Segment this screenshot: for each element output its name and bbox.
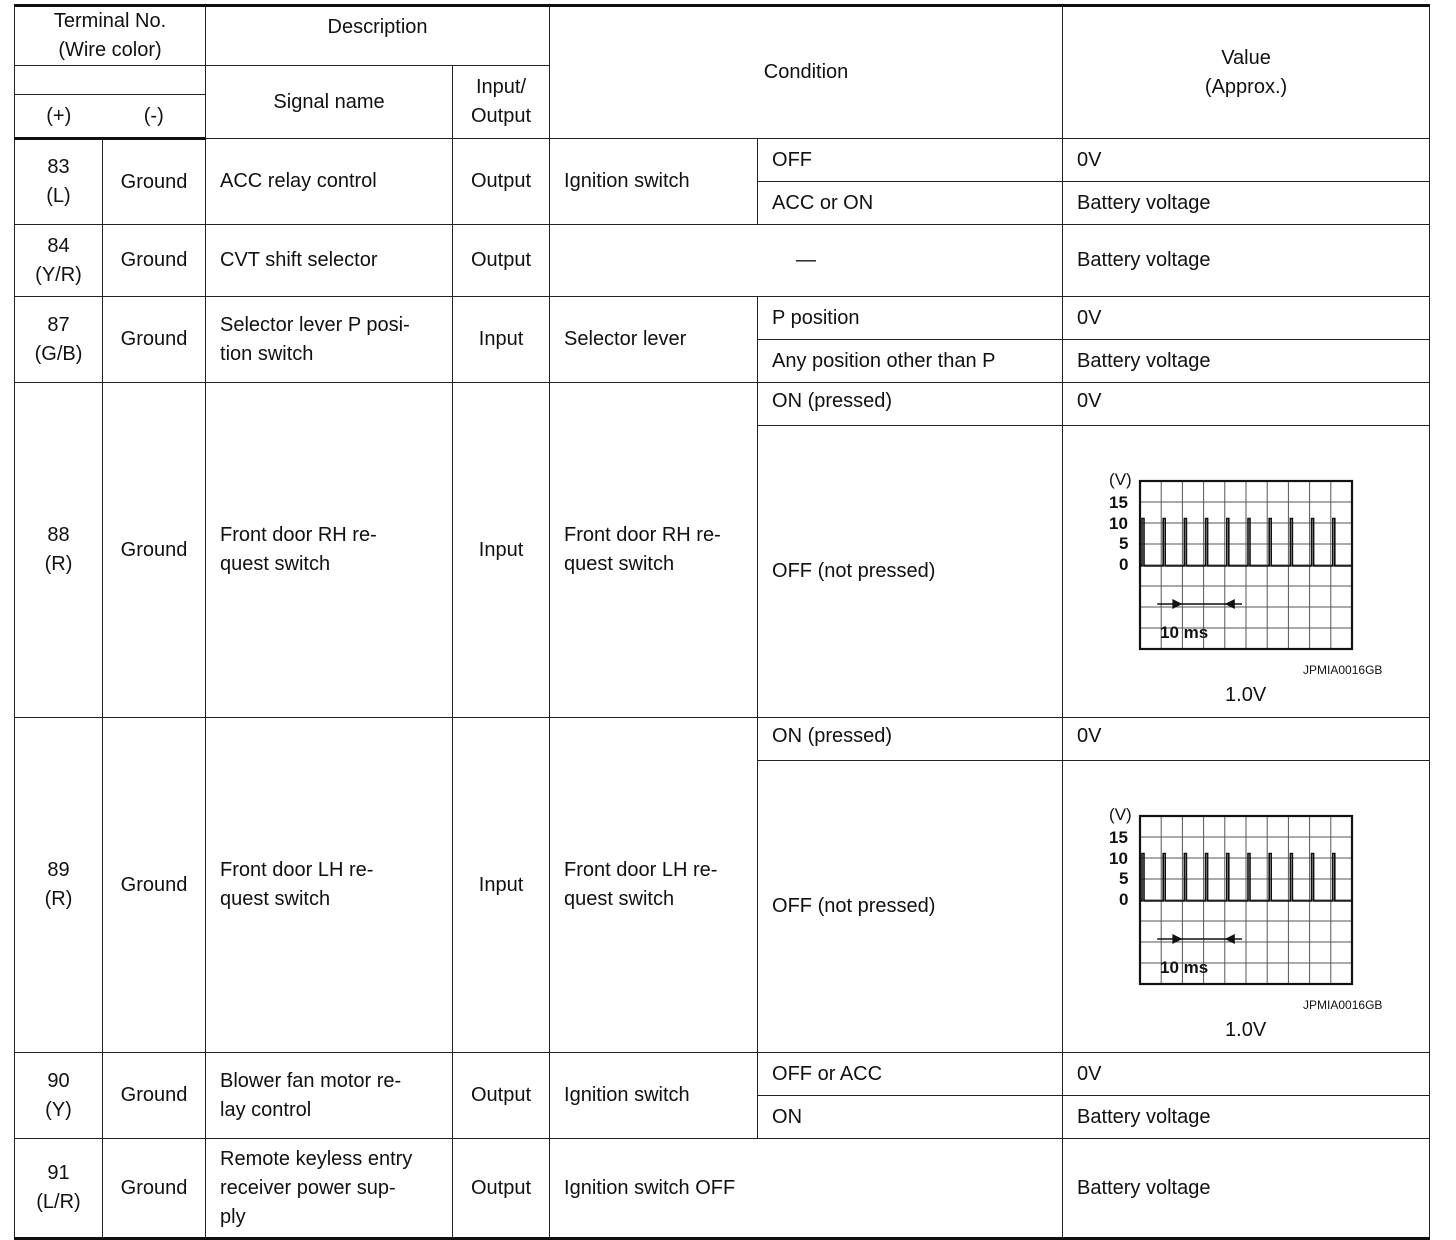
ground-cell: Ground bbox=[103, 718, 206, 1053]
terminal-cell bbox=[15, 297, 103, 383]
y-unit-label: (V) bbox=[1109, 469, 1132, 489]
io-cell: Output bbox=[453, 225, 550, 297]
value-cell: Battery voltage bbox=[1063, 340, 1430, 383]
condition-cell: Ignition switch bbox=[550, 1053, 758, 1139]
value-cell: Battery voltage bbox=[1063, 225, 1430, 297]
signal-name bbox=[206, 139, 453, 225]
io-cell: Output bbox=[453, 1139, 550, 1239]
time-scale-label: 10 ms bbox=[1160, 957, 1209, 977]
y-tick-label: 0 bbox=[1119, 889, 1129, 909]
terminal-cell bbox=[15, 225, 103, 297]
signal-line: Selector lever P posi- bbox=[220, 313, 410, 336]
sub-condition: ON bbox=[758, 1096, 1063, 1139]
wire-color: (R) bbox=[44, 888, 73, 910]
waveform-figure bbox=[1063, 427, 1427, 717]
condition-line: quest switch bbox=[564, 553, 675, 575]
signal-name bbox=[206, 1053, 453, 1139]
sub-condition: Any position other than P bbox=[758, 340, 1063, 383]
header-value bbox=[1063, 6, 1430, 139]
signal-name bbox=[206, 297, 453, 383]
header-terminal-label: Terminal No. bbox=[53, 10, 167, 32]
ground-cell: Ground bbox=[103, 383, 206, 718]
signal-line: Remote keyless entry bbox=[220, 1147, 413, 1170]
condition-cell bbox=[550, 718, 758, 1053]
signal-line: tion switch bbox=[220, 342, 314, 365]
value-cell: 0V bbox=[1063, 297, 1430, 340]
condition-line: Front door RH re- bbox=[564, 524, 721, 546]
header-terminal-no bbox=[15, 6, 206, 66]
signal-name bbox=[206, 225, 453, 297]
terminal-cell bbox=[15, 383, 103, 718]
ground-cell: Ground bbox=[103, 1053, 206, 1139]
signal-line: Front door LH re- bbox=[220, 859, 374, 881]
signal-name bbox=[206, 1139, 453, 1239]
signal-name bbox=[206, 383, 453, 718]
waveform-figure bbox=[1063, 762, 1427, 1052]
value-cell: 0V bbox=[1063, 718, 1430, 761]
signal-line: CVT shift selector bbox=[220, 249, 378, 271]
figure-code: JPMIA0016GB bbox=[1303, 997, 1383, 1012]
signal-name bbox=[206, 718, 453, 1053]
wire-color: (Y/R) bbox=[35, 263, 82, 286]
signal-line: ply bbox=[220, 1205, 246, 1228]
sub-condition: P position bbox=[758, 297, 1063, 340]
terminal-cell bbox=[15, 139, 103, 225]
y-tick-label: 15 bbox=[1109, 492, 1128, 512]
io-cell: Output bbox=[453, 139, 550, 225]
y-tick-label: 5 bbox=[1119, 868, 1129, 888]
y-unit-label: (V) bbox=[1109, 804, 1132, 824]
terminal-number: 90 bbox=[47, 1069, 70, 1092]
header-output-label: Output bbox=[471, 105, 532, 127]
condition-line: quest switch bbox=[564, 888, 675, 910]
value-text: 1.0V bbox=[1225, 1018, 1267, 1041]
value-text: 1.0V bbox=[1225, 683, 1267, 706]
signal-line: Front door RH re- bbox=[220, 524, 377, 546]
signal-line: quest switch bbox=[220, 888, 331, 910]
waveform-value-cell bbox=[1063, 426, 1430, 718]
sub-condition: ACC or ON bbox=[758, 182, 1063, 225]
terminal-number: 91 bbox=[47, 1162, 70, 1184]
condition-cell: — bbox=[550, 225, 1063, 297]
sub-condition: OFF (not pressed) bbox=[758, 761, 1063, 1053]
header-condition: Condition bbox=[550, 6, 1063, 139]
signal-line: lay control bbox=[220, 1098, 312, 1121]
header-input-output bbox=[453, 66, 550, 139]
condition-cell bbox=[550, 383, 758, 718]
condition-cell: Selector lever bbox=[550, 297, 758, 383]
value-cell: Battery voltage bbox=[1063, 1139, 1430, 1239]
terminal-number: 87 bbox=[47, 313, 70, 336]
signal-line: ACC relay control bbox=[220, 170, 377, 192]
sub-condition: OFF bbox=[758, 139, 1063, 182]
terminal-spec-table bbox=[14, 4, 1430, 1240]
signal-line: receiver power sup- bbox=[220, 1176, 396, 1199]
y-tick-label: 10 bbox=[1109, 513, 1128, 533]
io-cell: Input bbox=[453, 297, 550, 383]
condition-line: Front door LH re- bbox=[564, 859, 718, 881]
wire-color: (Y) bbox=[45, 1098, 72, 1121]
value-cell: 0V bbox=[1063, 1053, 1430, 1096]
ground-cell: Ground bbox=[103, 225, 206, 297]
header-description: Description bbox=[206, 6, 550, 66]
terminal-number: 88 bbox=[47, 524, 70, 546]
wire-color: (L) bbox=[46, 185, 71, 207]
terminal-number: 89 bbox=[47, 859, 70, 881]
sub-condition: ON (pressed) bbox=[758, 718, 1063, 761]
terminal-cell bbox=[15, 718, 103, 1053]
value-cell: 0V bbox=[1063, 139, 1430, 182]
terminal-cell bbox=[15, 1139, 103, 1239]
signal-line: Blower fan motor re- bbox=[220, 1069, 402, 1092]
value-cell: 0V bbox=[1063, 383, 1430, 426]
y-tick-label: 15 bbox=[1109, 827, 1128, 847]
io-cell: Output bbox=[453, 1053, 550, 1139]
header-minus: (-) bbox=[103, 95, 206, 139]
waveform-value-cell bbox=[1063, 761, 1430, 1053]
sub-condition: OFF (not pressed) bbox=[758, 426, 1063, 718]
time-scale-label: 10 ms bbox=[1160, 622, 1209, 642]
terminal-number: 84 bbox=[47, 234, 70, 257]
header-terminal-spacer bbox=[15, 66, 206, 95]
sub-condition: ON (pressed) bbox=[758, 383, 1063, 426]
ground-cell: Ground bbox=[103, 1139, 206, 1239]
sub-condition: OFF or ACC bbox=[758, 1053, 1063, 1096]
header-wire-color: (Wire color) bbox=[58, 39, 162, 61]
wire-color: (L/R) bbox=[36, 1191, 81, 1213]
terminal-number: 83 bbox=[47, 156, 70, 178]
io-cell: Input bbox=[453, 718, 550, 1053]
y-tick-label: 10 bbox=[1109, 848, 1128, 868]
io-cell: Input bbox=[453, 383, 550, 718]
y-tick-label: 5 bbox=[1119, 533, 1129, 553]
figure-code: JPMIA0016GB bbox=[1303, 662, 1383, 677]
header-plus: (+) bbox=[15, 95, 103, 139]
value-cell: Battery voltage bbox=[1063, 1096, 1430, 1139]
signal-line: quest switch bbox=[220, 553, 331, 575]
header-value-label: Value bbox=[1221, 46, 1271, 69]
wire-color: (G/B) bbox=[34, 342, 83, 365]
header-value-approx: (Approx.) bbox=[1204, 75, 1288, 98]
ground-cell: Ground bbox=[103, 297, 206, 383]
wire-color: (R) bbox=[44, 553, 73, 575]
y-tick-label: 0 bbox=[1119, 554, 1129, 574]
condition-cell: Ignition switch bbox=[550, 139, 758, 225]
header-input-label: Input/ bbox=[476, 76, 527, 98]
ground-cell: Ground bbox=[103, 139, 206, 225]
header-signal-name: Signal name bbox=[206, 66, 453, 139]
value-cell: Battery voltage bbox=[1063, 182, 1430, 225]
condition-cell: Ignition switch OFF bbox=[550, 1139, 1063, 1239]
terminal-cell bbox=[15, 1053, 103, 1139]
